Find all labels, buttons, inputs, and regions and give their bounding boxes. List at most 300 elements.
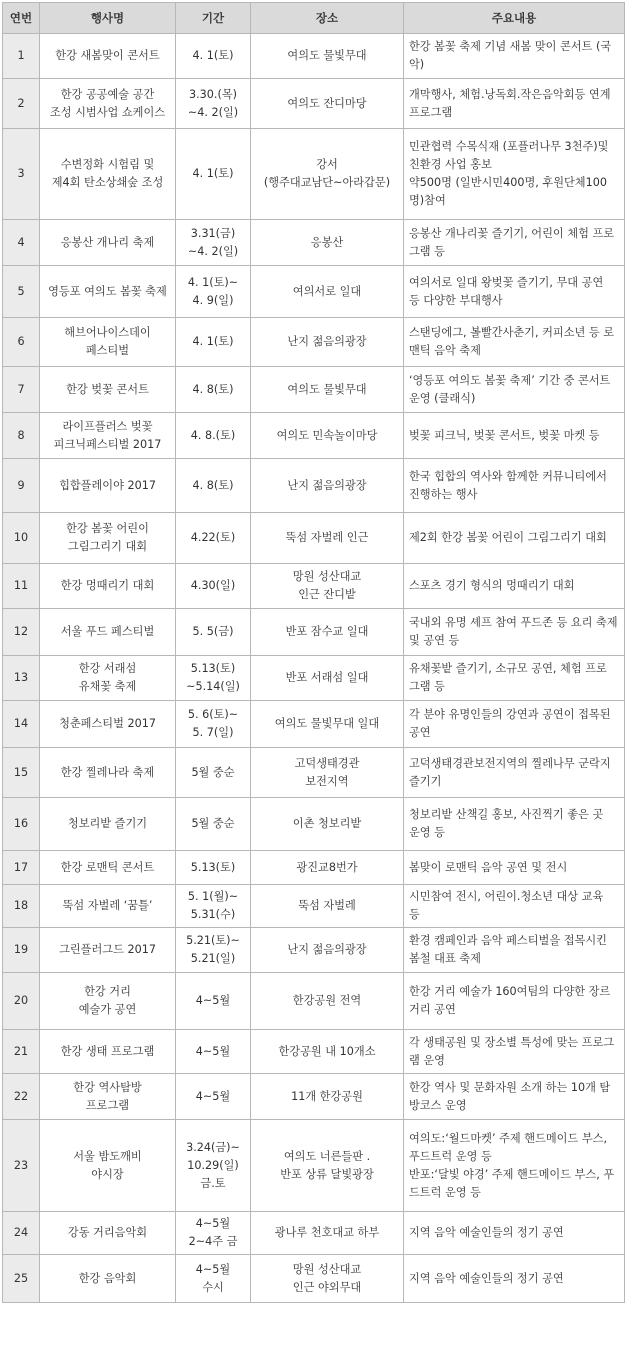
- event-period-line: 4~5월: [195, 1217, 231, 1230]
- table-row: [3, 129, 625, 220]
- event-content: [404, 656, 625, 701]
- table-row: [3, 701, 625, 748]
- event-content-line: 운영 (클래식): [409, 391, 476, 405]
- event-period-line: 4~5월: [195, 1089, 231, 1103]
- event-content-line: 국내외 유명 셰프 참여 푸드존 등 요리 축제: [409, 616, 618, 629]
- event-name: [40, 609, 176, 656]
- table-row: [3, 609, 625, 656]
- row-number: 7: [3, 367, 40, 413]
- event-content-line: 악): [409, 58, 425, 71]
- event-name-line: 한강 벚꽃 콘서트: [66, 382, 149, 396]
- event-name-line: 한강 역사탐방: [73, 1080, 142, 1094]
- event-period: [176, 798, 251, 851]
- event-place-line: 여의서로 일대: [292, 284, 362, 298]
- event-content-line: 한국 힙합의 역사와 함께한 커뮤니티에서: [409, 469, 607, 483]
- event-content: [404, 34, 625, 79]
- event-place-line: 반포 상류 달빛광장: [280, 1167, 374, 1181]
- event-name-line: 한강 생태 프로그램: [60, 1044, 155, 1058]
- row-number: 6: [3, 318, 40, 367]
- event-name-line: 해브어나이스데이: [64, 326, 151, 339]
- table-row: [3, 459, 625, 513]
- event-name-line: 제4회 탄소상쇄숲 조성: [51, 176, 164, 189]
- event-period-line: 3.31(금): [190, 226, 236, 240]
- event-place-line: 뚝섬 자벌레: [298, 899, 356, 912]
- event-content-line: 램 운영: [409, 1053, 445, 1067]
- event-content-line: 벚꽃 피크닉, 벚꽃 콘서트, 벚꽃 마켓 등: [409, 428, 600, 442]
- event-content-line: 거리 공연: [409, 1003, 456, 1016]
- event-content-line: 여의서로 일대 왕벚꽃 즐기기, 무대 공연: [409, 275, 604, 289]
- event-place-line: 뚝섬 자벌레 인근: [285, 531, 369, 544]
- row-number: 8: [3, 413, 40, 459]
- event-content-line: 각 생태공원 및 장소별 특성에 맞는 프로그: [409, 1035, 615, 1049]
- event-place: [251, 1212, 404, 1255]
- event-name-line: 라이프플러스 벚꽃: [62, 419, 153, 433]
- event-name: [40, 318, 176, 367]
- table-row: [3, 885, 625, 928]
- row-number: 2: [3, 79, 40, 129]
- event-name-line: 한강 음악회: [78, 1271, 137, 1285]
- row-number: 4: [3, 220, 40, 266]
- event-name-line: 응봉산 개나리 축제: [60, 235, 155, 249]
- event-content-line: 봄철 대표 축제: [409, 952, 481, 965]
- event-content-line: 맨틱 음악 축제: [409, 344, 481, 357]
- row-number: 13: [3, 656, 40, 701]
- event-place-line: 인근 잔디밭: [298, 588, 356, 601]
- row-number: 10: [3, 513, 40, 564]
- event-name-line: 강동 거리음악회: [67, 1226, 148, 1239]
- event-place-line: 강서: [316, 158, 338, 171]
- row-number: 20: [3, 973, 40, 1030]
- event-place-line: 난지 젊음의광장: [287, 335, 367, 348]
- event-name: [40, 1212, 176, 1255]
- event-place: [251, 34, 404, 79]
- event-period-line: 4. 1(토): [192, 49, 234, 62]
- row-number: 1: [3, 34, 40, 79]
- event-content-line: 그램 등: [409, 680, 445, 693]
- event-content: [404, 701, 625, 748]
- table-row: [3, 1030, 625, 1074]
- table-row: [3, 973, 625, 1030]
- event-place: [251, 973, 404, 1030]
- event-content-line: 한강 역사 및 문화자원 소개 하는 10개 탐: [409, 1080, 611, 1094]
- event-period: [176, 129, 251, 220]
- event-place-line: 한강공원 내 10개소: [278, 1044, 376, 1058]
- event-place: [251, 885, 404, 928]
- event-content-line: 환경 캠페인과 음악 페스티벌을 접목시킨: [409, 934, 607, 947]
- event-period-line: 3.24(금)~: [186, 1140, 240, 1154]
- event-period-line: 4~5월: [195, 994, 231, 1007]
- row-number: 16: [3, 798, 40, 851]
- event-place: [251, 656, 404, 701]
- event-name-line: 예술가 공연: [78, 1003, 137, 1016]
- row-number: 14: [3, 701, 40, 748]
- event-content-line: 개막행사, 체험.낭독회.작은음악회등 연계: [409, 87, 611, 101]
- event-name-line: 프로그램: [85, 1098, 130, 1112]
- event-content-line: 봄맞이 로맨틱 음악 공연 및 전시: [409, 860, 568, 874]
- header-period: 기간: [176, 3, 251, 34]
- event-period: [176, 413, 251, 459]
- event-place-line: (행주대교남단~아라갑문): [263, 176, 391, 189]
- event-name: [40, 748, 176, 798]
- event-place-line: 난지 젊음의광장: [287, 478, 367, 492]
- table-row: [3, 564, 625, 609]
- event-content-line: 즐기기: [409, 774, 442, 788]
- event-period-line: 5월 중순: [191, 765, 235, 779]
- event-content-line: 청보리밭 산책길 홍보, 사진찍기 좋은 곳: [409, 808, 604, 821]
- event-period-line: 3.30.(목): [188, 87, 237, 101]
- event-period-line: 금.토: [200, 1176, 226, 1190]
- table-row: [3, 748, 625, 798]
- event-content: [404, 266, 625, 318]
- event-name: [40, 851, 176, 885]
- event-content-line: 진행하는 행사: [409, 487, 478, 501]
- header-no: 연번: [3, 3, 40, 34]
- event-name-line: 청보리밭 즐기기: [67, 817, 148, 830]
- event-period-line: 4. 8(토): [192, 478, 234, 492]
- event-content-line: 여의도:‘월드마켓’ 주제 핸드메이드 부스,: [409, 1131, 608, 1145]
- row-number: 11: [3, 564, 40, 609]
- event-name: [40, 1120, 176, 1212]
- event-place: [251, 413, 404, 459]
- event-content-line: 고덕생태경관보전지역의 찔레나무 군락지: [409, 756, 611, 770]
- event-period: [176, 701, 251, 748]
- event-place: [251, 220, 404, 266]
- event-period: [176, 34, 251, 79]
- event-place-line: 고덕생태경관: [294, 756, 360, 770]
- event-period: [176, 1120, 251, 1212]
- event-place-line: 망원 성산대교: [292, 570, 362, 583]
- event-name: [40, 413, 176, 459]
- row-number: 23: [3, 1120, 40, 1212]
- event-period-line: 4. 8.(토): [190, 428, 236, 442]
- row-number: 3: [3, 129, 40, 220]
- event-period-line: 5. 6(토)~: [187, 708, 239, 721]
- event-period-line: 5월 중순: [191, 817, 235, 830]
- row-number: 15: [3, 748, 40, 798]
- event-period: [176, 513, 251, 564]
- event-place: [251, 564, 404, 609]
- event-content-line: 지역 음악 예술인들의 정기 공연: [409, 1226, 564, 1239]
- event-content: [404, 928, 625, 973]
- row-number: 9: [3, 459, 40, 513]
- event-period-line: 4.22(토): [190, 531, 236, 544]
- event-place: [251, 1120, 404, 1212]
- event-period-line: 4~5월: [195, 1044, 231, 1058]
- event-name-line: 서울 밤도깨비: [73, 1149, 142, 1163]
- event-period: [176, 266, 251, 318]
- event-name-line: 영등포 여의도 봄꽃 축제: [48, 284, 167, 298]
- table-row: [3, 79, 625, 129]
- event-place-line: 여의도 물빛무대 일대: [274, 717, 380, 730]
- event-content: [404, 851, 625, 885]
- event-period-line: ~4. 2(일): [187, 105, 239, 119]
- event-name-line: 한강 멍때리기 대회: [60, 579, 155, 592]
- event-content: [404, 220, 625, 266]
- event-content-line: 스탠딩에그, 볼빨간사춘기, 커피소년 등 로: [409, 326, 615, 339]
- event-name-line: 서울 푸드 페스티벌: [60, 625, 155, 638]
- event-period-line: 5.21(일): [190, 952, 236, 965]
- header-content: 주요내용: [404, 3, 625, 34]
- event-content-line: 친환경 사업 홍보: [409, 158, 492, 171]
- event-period-line: 5.21(토)~: [186, 934, 240, 947]
- event-place-line: 난지 젊음의광장: [287, 943, 367, 956]
- event-name: [40, 885, 176, 928]
- event-name: [40, 266, 176, 318]
- event-place: [251, 851, 404, 885]
- event-name-line: 한강 찔레나라 축제: [60, 765, 155, 779]
- event-place-line: 한강공원 전역: [292, 994, 362, 1007]
- event-place-line: 광나루 천호대교 하부: [274, 1226, 380, 1239]
- event-place-line: 반포 서래섬 일대: [285, 671, 369, 684]
- event-content: [404, 885, 625, 928]
- event-place: [251, 513, 404, 564]
- event-place: [251, 1030, 404, 1074]
- event-content-line: 지역 음악 예술인들의 정기 공연: [409, 1271, 564, 1285]
- event-period-line: 5.13(토): [190, 662, 236, 675]
- event-content-line: 한강 봄꽃 축제 기념 새봄 맞이 콘서트 (국: [409, 40, 612, 53]
- event-period-line: 4.30(일): [190, 579, 236, 592]
- event-place-line: 응봉산: [310, 235, 344, 249]
- event-content: [404, 973, 625, 1030]
- event-period: [176, 885, 251, 928]
- event-content-line: 스포츠 경기 형식의 멍때리기 대회: [409, 579, 575, 592]
- event-period: [176, 1030, 251, 1074]
- event-content: [404, 129, 625, 220]
- event-period: [176, 367, 251, 413]
- table-row: [3, 1120, 625, 1212]
- event-content: [404, 513, 625, 564]
- event-content-line: 반포:‘달빛 야경’ 주제 핸드메이드 부스, 푸: [409, 1167, 615, 1181]
- event-place: [251, 129, 404, 220]
- event-content-line: 등: [409, 908, 420, 921]
- event-name-line: 힙합플레이야 2017: [59, 478, 156, 492]
- event-place: [251, 1255, 404, 1303]
- event-name: [40, 1030, 176, 1074]
- event-period-line: 4. 9(일): [192, 293, 234, 307]
- event-name-line: 청춘페스티벌 2017: [59, 717, 156, 730]
- row-number: 19: [3, 928, 40, 973]
- event-name: [40, 459, 176, 513]
- event-period: [176, 1212, 251, 1255]
- event-content: [404, 367, 625, 413]
- event-content-line: 공연: [409, 726, 431, 739]
- event-name-line: 그린플러그드 2017: [59, 943, 156, 956]
- event-period: [176, 1074, 251, 1120]
- event-period: [176, 928, 251, 973]
- event-period: [176, 459, 251, 513]
- event-period: [176, 851, 251, 885]
- event-place-line: 11개 한강공원: [291, 1089, 363, 1103]
- event-place-line: 보전지역: [305, 774, 349, 788]
- event-content: [404, 748, 625, 798]
- event-place-line: 여의도 물빛무대: [287, 49, 367, 62]
- event-content-line: 등 다양한 부대행사: [409, 293, 503, 307]
- event-content-line: 민관협력 수목식재 (포플러나무 3천주)및: [409, 140, 609, 153]
- event-name: [40, 798, 176, 851]
- row-number: 21: [3, 1030, 40, 1074]
- table-row: [3, 367, 625, 413]
- row-number: 17: [3, 851, 40, 885]
- event-content: [404, 1212, 625, 1255]
- event-period-line: ~4. 2(일): [187, 244, 239, 258]
- event-name: [40, 701, 176, 748]
- event-name-line: 페스티벌: [85, 344, 130, 357]
- event-period: [176, 973, 251, 1030]
- table-row: [3, 928, 625, 973]
- event-period: [176, 1255, 251, 1303]
- event-period: [176, 609, 251, 656]
- event-content-line: ‘영등포 여의도 봄꽃 축제’ 기간 중 콘서트: [409, 373, 611, 387]
- event-content-line: 각 분야 유명인들의 강연과 공연이 접목된: [409, 708, 611, 721]
- event-name-line: 유채꽃 축제: [78, 680, 137, 693]
- event-content: [404, 413, 625, 459]
- table-header: [3, 3, 625, 34]
- event-place-line: 광진교8번가: [296, 860, 358, 874]
- event-place: [251, 367, 404, 413]
- event-content: [404, 609, 625, 656]
- event-place-line: 망원 성산대교: [292, 1262, 362, 1276]
- event-content: [404, 318, 625, 367]
- event-place: [251, 748, 404, 798]
- event-period: [176, 564, 251, 609]
- event-content-line: 및 공연 등: [409, 634, 460, 647]
- event-name: [40, 129, 176, 220]
- event-name: [40, 79, 176, 129]
- event-content: [404, 564, 625, 609]
- event-period-line: 5.13(토): [190, 860, 236, 874]
- event-name: [40, 656, 176, 701]
- event-period-line: 5. 5(금): [192, 625, 234, 638]
- event-place: [251, 609, 404, 656]
- event-name-line: 한강 새봄맞이 콘서트: [55, 49, 160, 62]
- table-row: [3, 851, 625, 885]
- event-content: [404, 798, 625, 851]
- event-content-line: 운영 등: [409, 826, 445, 839]
- event-content: [404, 1120, 625, 1212]
- event-period-line: 수시: [202, 1280, 224, 1294]
- event-place: [251, 459, 404, 513]
- event-period-line: 10.29(일): [187, 1158, 239, 1172]
- event-period-line: 2~4주 금: [188, 1235, 238, 1248]
- event-content: [404, 79, 625, 129]
- event-name-line: 피크닉페스티벌 2017: [53, 437, 162, 451]
- event-name-line: 한강 봄꽃 어린이: [66, 522, 149, 535]
- event-name: [40, 928, 176, 973]
- event-content: [404, 459, 625, 513]
- row-number: 25: [3, 1255, 40, 1303]
- event-name-line: 조성 시범사업 쇼케이스: [49, 105, 166, 119]
- table-row: [3, 266, 625, 318]
- row-number: 24: [3, 1212, 40, 1255]
- event-content-line: 시민참여 전시, 어린이.청소년 대상 교육: [409, 890, 604, 903]
- event-content: [404, 1255, 625, 1303]
- event-content-line: 약500명 (일반시민400명, 후원단체100: [409, 176, 607, 189]
- event-content-line: 푸드트럭 운영 등: [409, 1149, 492, 1163]
- event-name-line: 한강 거리: [84, 985, 131, 998]
- table-row: [3, 798, 625, 851]
- event-name: [40, 973, 176, 1030]
- event-content-line: 드트럭 운영 등: [409, 1185, 481, 1199]
- event-place: [251, 701, 404, 748]
- event-content: [404, 1030, 625, 1074]
- row-number: 18: [3, 885, 40, 928]
- table-row: [3, 656, 625, 701]
- event-place-line: 여의도 잔디마당: [287, 96, 367, 110]
- event-place: [251, 318, 404, 367]
- header-place: 장소: [251, 3, 404, 34]
- event-content-line: 방코스 운영: [409, 1098, 467, 1112]
- event-content-line: 응봉산 개나리꽃 즐기기, 어린이 체험 프로: [409, 226, 615, 240]
- row-number: 12: [3, 609, 40, 656]
- event-content-line: 명)참여: [409, 194, 446, 207]
- event-name: [40, 564, 176, 609]
- row-number: 5: [3, 266, 40, 318]
- event-place: [251, 1074, 404, 1120]
- event-place: [251, 928, 404, 973]
- event-period-line: ~5.14(일): [186, 680, 240, 693]
- event-period-line: 4. 1(토): [192, 335, 234, 348]
- event-content-line: 그램 등: [409, 244, 445, 258]
- table-row: [3, 1074, 625, 1120]
- event-name-line: 한강 서래섬: [78, 662, 137, 675]
- table-row: [3, 413, 625, 459]
- table-row: [3, 1212, 625, 1255]
- event-name: [40, 513, 176, 564]
- event-name: [40, 34, 176, 79]
- event-period-line: 4. 8(토): [192, 382, 234, 396]
- event-name-line: 야시장: [91, 1167, 124, 1181]
- event-name-line: 한강 로맨틱 콘서트: [60, 860, 155, 874]
- event-content-line: 유채꽃밭 즐기기, 소규모 공연, 체험 프로: [409, 662, 607, 675]
- event-name-line: 뚝섬 자벌레 ‘꿈틀’: [62, 899, 153, 912]
- event-period-line: 4~5월: [195, 1262, 231, 1276]
- event-period-line: 5. 7(일): [192, 726, 234, 739]
- event-name-line: 그림그리기 대회: [67, 540, 148, 553]
- event-content: [404, 1074, 625, 1120]
- event-period: [176, 318, 251, 367]
- event-period: [176, 656, 251, 701]
- event-place-line: 이촌 청보리밭: [292, 817, 362, 830]
- table-row: [3, 220, 625, 266]
- event-name-line: 수변정화 시험림 및: [60, 158, 155, 171]
- event-name: [40, 367, 176, 413]
- event-place: [251, 266, 404, 318]
- event-name: [40, 220, 176, 266]
- event-content-line: 제2회 한강 봄꽃 어린이 그림그리기 대회: [409, 531, 607, 544]
- table-row: [3, 513, 625, 564]
- event-place-line: 반포 잠수교 일대: [285, 625, 369, 638]
- header-event-name: 행사명: [40, 3, 176, 34]
- header-row: [3, 3, 625, 34]
- table-body: [3, 34, 625, 1303]
- event-name-line: 한강 공공예술 공간: [60, 87, 155, 101]
- event-content-line: 한강 거리 예술가 160여팀의 다양한 장르: [409, 985, 611, 998]
- table-row: [3, 1255, 625, 1303]
- event-period-line: 4. 1(토)~: [187, 275, 239, 289]
- event-place-line: 여의도 민속놀이마당: [276, 428, 378, 442]
- event-period-line: 4. 1(토): [192, 167, 234, 180]
- event-period-line: 5. 1(월)~: [187, 890, 239, 903]
- event-name: [40, 1074, 176, 1120]
- table-row: [3, 318, 625, 367]
- table-row: [3, 34, 625, 79]
- event-name: [40, 1255, 176, 1303]
- event-place: [251, 798, 404, 851]
- events-table: [2, 2, 625, 1303]
- event-place-line: 인근 야외무대: [292, 1280, 362, 1294]
- event-place-line: 여의도 너른들판 .: [283, 1149, 371, 1163]
- event-period-line: 5.31(수): [190, 908, 236, 921]
